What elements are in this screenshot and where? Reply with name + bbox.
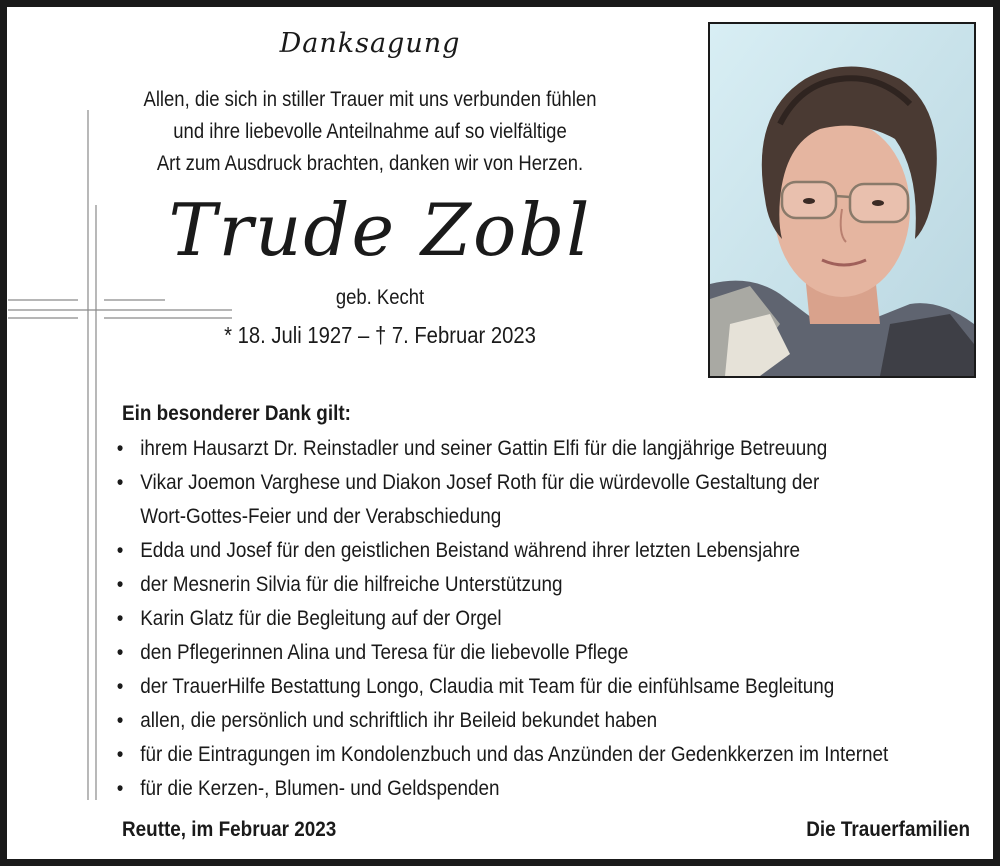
life-dates: * 18. Juli 1927 – † 7. Februar 2023 [224,322,536,348]
thanks-list-item [115,704,979,738]
bullet-icon: • [116,573,124,596]
thanks-title: Ein besonderer Dank gilt: [122,402,351,425]
thanks-list-item [115,772,979,806]
thanks-item-line: allen, die persönlich und schriftlich ihr Beileid bekundet haben [140,709,658,732]
portrait-illustration [710,24,974,376]
bullet-icon: • [116,641,124,664]
thanks-item-line: der Mesnerin Silvia für die hilfreiche Unterstützung [140,573,563,596]
bullet-icon: • [116,607,124,630]
bullet-icon: • [116,471,124,494]
intro-text [132,84,607,180]
thanks-item-line: für die Kerzen-, Blumen- und Geldspenden [140,777,500,800]
thanks-list-item [115,466,979,534]
bullet-icon: • [116,743,124,766]
bullet-icon: • [116,539,124,562]
thanks-item-line: für die Eintragungen im Kondolenzbuch und das Anzünden der Gedenkkerzen im Internet [140,743,889,766]
thanks-item-line: ihrem Hausarzt Dr. Reinstadler und seiner Gattin Elfi für die langjährige Betreuung [140,437,828,460]
thanks-list-item [115,670,979,704]
bullet-icon: • [116,709,124,732]
thanks-item-line: der TrauerHilfe Bestattung Longo, Claudia mit Team für die einfühlsame Begleitung [140,675,835,698]
place-date: Reutte, im Februar 2023 [122,818,337,841]
thanks-item-line: Vikar Joemon Varghese und Diakon Josef Roth für die würdevolle Gestaltung der [140,471,820,494]
thanks-list-item [115,568,979,602]
intro-line: und ihre liebevolle Anteilnahme auf so vielfältige [173,120,567,143]
thanks-item-line: Edda und Josef für den geistlichen Beistand während ihrer letzten Lebensjahre [140,539,801,562]
thanks-item-line: den Pflegerinnen Alina und Teresa für die liebevolle Pflege [140,641,629,664]
heading-danksagung: Danksagung [279,28,461,59]
deceased-name: Trude Zobl [168,188,592,272]
thanks-list-item [115,636,979,670]
intro-line: Art zum Ausdruck brachten, danken wir von Herzen. [156,152,584,175]
born-name: geb. Kecht [335,286,425,309]
bullet-icon: • [116,675,124,698]
thanks-list-item [115,432,979,466]
thanks-list-item [115,534,979,568]
intro-line: Allen, die sich in stiller Trauer mit uns verbunden fühlen [143,88,597,111]
bullet-icon: • [116,777,124,800]
bullet-icon: • [116,437,124,460]
thanks-list-item [115,738,979,772]
portrait-photo [708,22,976,378]
signature: Die Trauerfamilien [806,818,970,841]
thanks-item-line: Karin Glatz für die Begleitung auf der Orgel [140,607,502,630]
thanks-list [115,432,979,806]
thanks-item-line: Wort-Gottes-Feier und der Verabschiedung [140,505,502,528]
thanks-list-item [115,602,979,636]
